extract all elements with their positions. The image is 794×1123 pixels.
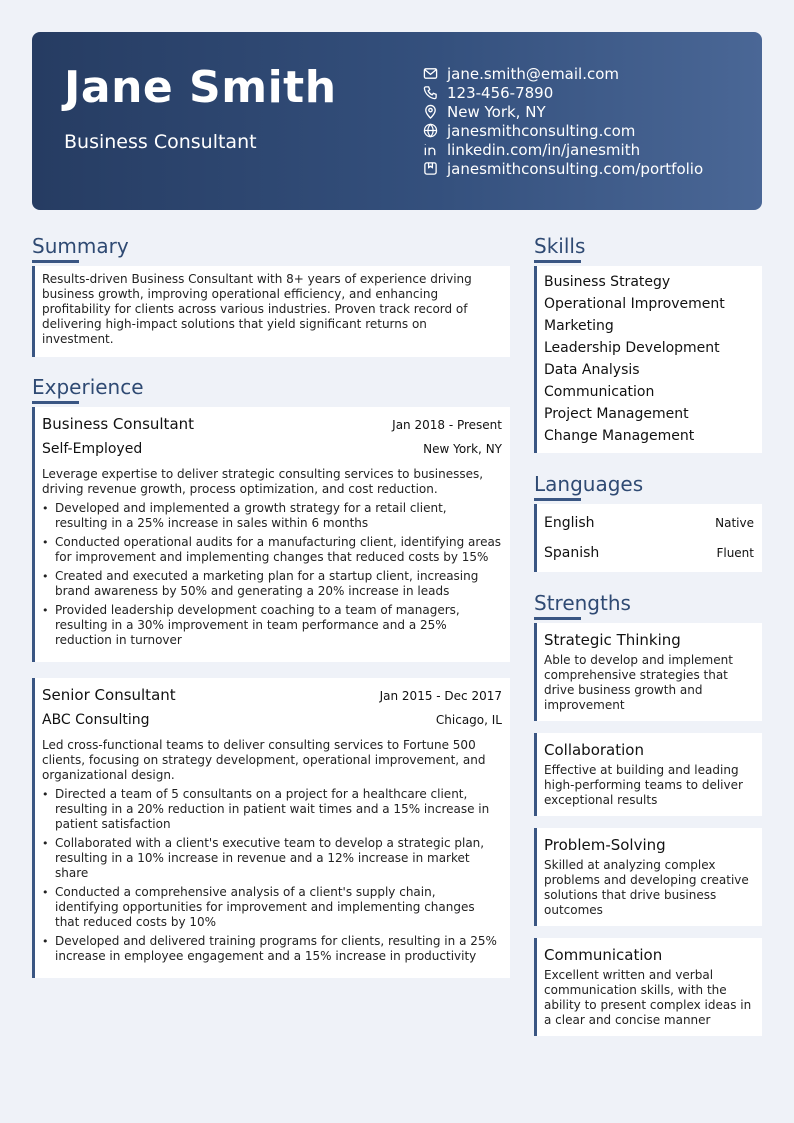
contact-list xyxy=(423,64,703,178)
job-description: Led cross-functional teams to deliver consulting services to Fortune 500 clients, focusing on strategy development, operational improvement, and organizational design. xyxy=(42,738,486,782)
email-icon xyxy=(423,66,438,81)
summary-section xyxy=(32,232,510,357)
skill-item: Marketing xyxy=(544,318,614,334)
main-column xyxy=(32,232,510,994)
strength-description: Able to develop and implement comprehensive strategies that drive business growth and improvement xyxy=(544,653,733,712)
linkedin-icon xyxy=(423,142,438,157)
contact-website-text: janesmithconsulting.com xyxy=(447,121,636,140)
job-company: ABC Consulting xyxy=(42,712,150,728)
section-divider xyxy=(534,617,581,620)
achievement-item: • Collaborated with a client's executive team to develop a strategic plan, resulting in a 10% increase in revenue and a 12% increase in market share xyxy=(42,836,502,881)
candidate-role: Business Consultant xyxy=(64,131,257,153)
achievement-item: • Directed a team of 5 consultants on a project for a healthcare client, resulting in a 20% reduction in patient wait times and a 15% increase in patient satisfaction xyxy=(42,787,502,832)
strength-item xyxy=(534,733,762,816)
job-entry xyxy=(32,407,510,662)
job-dates: Jan 2015 - Dec 2017 xyxy=(379,689,502,703)
phone-icon xyxy=(423,85,438,100)
strength-item xyxy=(534,938,762,1036)
job-location: New York, NY xyxy=(423,442,502,456)
languages-heading: Languages xyxy=(534,472,644,496)
skill-item: Data Analysis xyxy=(544,362,640,378)
job-achievements xyxy=(42,787,502,964)
language-item xyxy=(544,508,754,538)
strength-description: Effective at building and leading high-performing teams to deliver exceptional results xyxy=(544,763,743,807)
contact-linkedin-text: linkedin.com/in/janesmith xyxy=(447,140,641,159)
job-dates: Jan 2018 - Present xyxy=(392,418,502,432)
skill-item: Change Management xyxy=(544,428,695,444)
summary-heading: Summary xyxy=(32,234,129,258)
languages-list xyxy=(534,504,762,572)
globe-icon xyxy=(423,123,438,138)
summary-text: Results-driven Business Consultant with 8+ years of experience driving business growth, improving operational efficiency, and enhancing profitability for clients across various industries. Proven track record of delivering high-impact solutions that yield significant returns on investment. xyxy=(32,266,510,357)
strength-item xyxy=(534,828,762,926)
skill-item: Leadership Development xyxy=(544,340,720,356)
skill-item: Communication xyxy=(544,384,655,400)
achievement-item: • Conducted a comprehensive analysis of a client's supply chain, identifying opportunities for improvement and implementing changes that reduced costs by 10% xyxy=(42,885,502,930)
contact-linkedin[interactable] xyxy=(423,140,703,159)
achievement-item: • Developed and implemented a growth strategy for a retail client, resulting in a 25% increase in sales within 6 months xyxy=(42,501,502,531)
candidate-name: Jane Smith xyxy=(64,62,337,113)
contact-portfolio[interactable] xyxy=(423,159,703,178)
strength-item xyxy=(534,623,762,721)
skills-section xyxy=(534,232,762,453)
portfolio-icon xyxy=(423,161,438,176)
contact-email[interactable] xyxy=(423,64,703,83)
job-location: Chicago, IL xyxy=(435,713,502,727)
section-divider xyxy=(32,260,79,263)
language-level: Fluent xyxy=(716,546,754,560)
language-item xyxy=(544,538,754,568)
skills-list xyxy=(534,266,762,453)
languages-section xyxy=(534,470,762,572)
section-divider xyxy=(534,260,581,263)
strength-title: Problem-Solving xyxy=(544,836,666,854)
contact-location-text: New York, NY xyxy=(447,102,546,121)
language-name: Spanish xyxy=(544,545,600,561)
job-title: Senior Consultant xyxy=(42,686,176,704)
strengths-section xyxy=(534,589,762,1036)
contact-portfolio-text: janesmithconsulting.com/portfolio xyxy=(447,159,704,178)
job-description: Leverage expertise to deliver strategic consulting services to businesses, driving revenue growth, process optimization, and cost reduction. xyxy=(42,467,484,496)
strength-title: Collaboration xyxy=(544,741,644,759)
job-entry xyxy=(32,678,510,978)
contact-phone-text: 123-456-7890 xyxy=(447,83,554,102)
contact-website[interactable] xyxy=(423,121,703,140)
job-title: Business Consultant xyxy=(42,415,195,433)
achievement-item: • Developed and delivered training programs for clients, resulting in a 25% increase in employee engagement and a 15% increase in productivity xyxy=(42,934,502,964)
skill-item: Business Strategy xyxy=(544,274,671,290)
language-level: Native xyxy=(715,516,754,530)
contact-email-text: jane.smith@email.com xyxy=(447,64,620,83)
skill-item: Project Management xyxy=(544,406,689,422)
achievement-item: • Conducted operational audits for a manufacturing client, identifying areas for improvement and implementing changes that reduced costs by 15% xyxy=(42,535,502,565)
contact-phone[interactable] xyxy=(423,83,703,102)
achievement-item: • Created and executed a marketing plan for a startup client, increasing brand awareness by 50% and generating a 20% increase in leads xyxy=(42,569,502,599)
strengths-heading: Strengths xyxy=(534,591,631,615)
location-icon xyxy=(423,104,438,119)
contact-location xyxy=(423,102,703,121)
section-divider xyxy=(32,401,79,404)
experience-heading: Experience xyxy=(32,375,144,399)
language-name: English xyxy=(544,515,595,531)
job-company: Self-Employed xyxy=(42,441,143,457)
achievement-item: • Provided leadership development coaching to a team of managers, resulting in a 30% improvement in team performance and a 25% reduction in turnover xyxy=(42,603,502,648)
section-divider xyxy=(534,498,581,501)
strength-title: Strategic Thinking xyxy=(544,631,681,649)
skills-heading: Skills xyxy=(534,234,586,258)
job-achievements xyxy=(42,501,502,648)
side-column xyxy=(534,232,762,1048)
strength-description: Excellent written and verbal communication skills, with the ability to present complex ideas in a clear and concise manner xyxy=(544,968,752,1027)
skill-item: Operational Improvement xyxy=(544,296,725,312)
strength-title: Communication xyxy=(544,946,663,964)
experience-section xyxy=(32,373,510,978)
strength-description: Skilled at analyzing complex problems and developing creative solutions that drive business outcomes xyxy=(544,858,749,917)
resume-header xyxy=(32,32,762,210)
